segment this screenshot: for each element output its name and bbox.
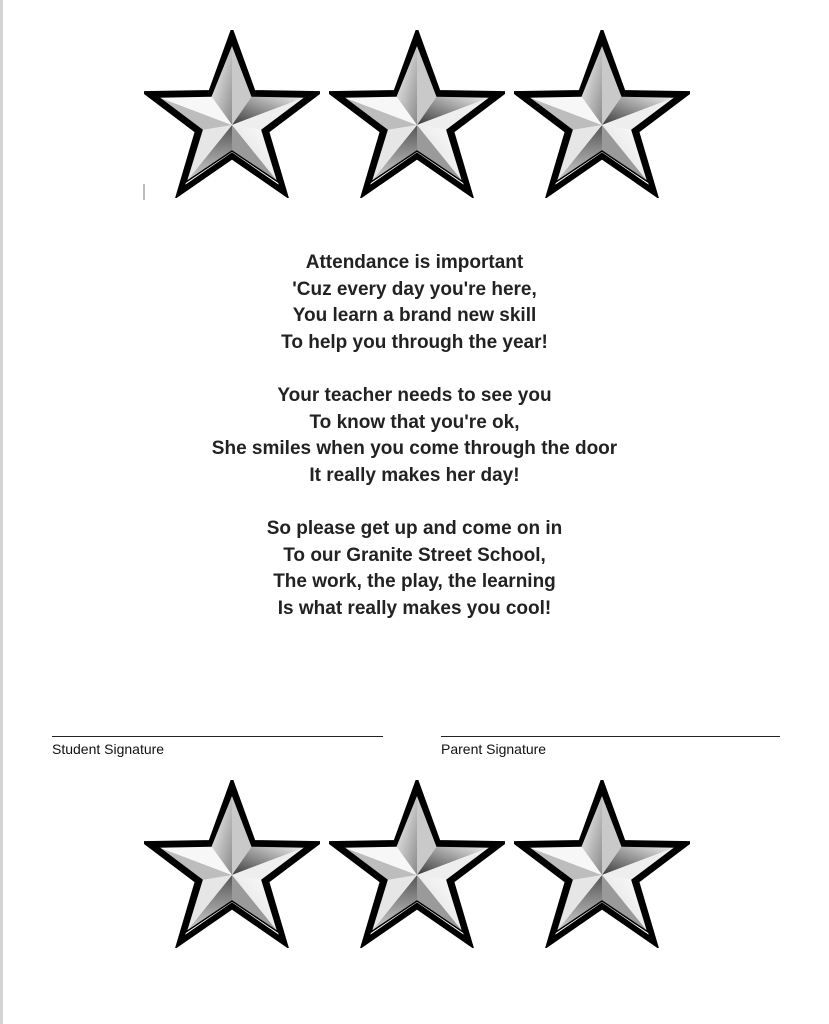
silver-star-icon <box>514 30 690 198</box>
poem-stanza-2 <box>0 383 829 489</box>
poem-line: The work, the play, the learning <box>273 571 556 593</box>
silver-star-icon <box>329 30 505 198</box>
silver-star-icon <box>514 780 690 948</box>
student-signature-label: Student Signature <box>52 741 165 757</box>
poem-line: So please get up and come on in <box>266 517 563 539</box>
student-signature-line <box>52 736 383 737</box>
poem-line: To our Granite Street School, <box>283 544 546 566</box>
bottom-star-row <box>0 780 829 948</box>
poem-line: It really makes her day! <box>309 464 520 486</box>
poem-line: Attendance is important <box>305 252 524 273</box>
poem-line: 'Cuz every day you're here, <box>292 278 537 300</box>
silver-star-icon <box>144 30 320 198</box>
parent-signature-line <box>441 736 780 737</box>
poem-stanza-3 <box>0 516 829 622</box>
poem-line: Your teacher needs to see you <box>277 384 552 406</box>
silver-star-icon <box>329 780 505 948</box>
poem-line: She smiles when you come through the door <box>211 438 618 460</box>
poem-line: You learn a brand new skill <box>292 305 537 327</box>
poem-line: Is what really makes you cool! <box>277 597 552 619</box>
parent-signature-label: Parent Signature <box>441 741 547 757</box>
silver-star-icon <box>144 780 320 948</box>
student-signature-block <box>52 736 383 757</box>
parent-signature-block <box>441 736 780 757</box>
poem-stanza-1 <box>0 250 829 356</box>
poem-line: To help you through the year! <box>281 331 548 353</box>
top-star-row <box>0 30 829 198</box>
poem-line: To know that you're ok, <box>309 411 520 433</box>
attendance-poem <box>0 250 829 649</box>
